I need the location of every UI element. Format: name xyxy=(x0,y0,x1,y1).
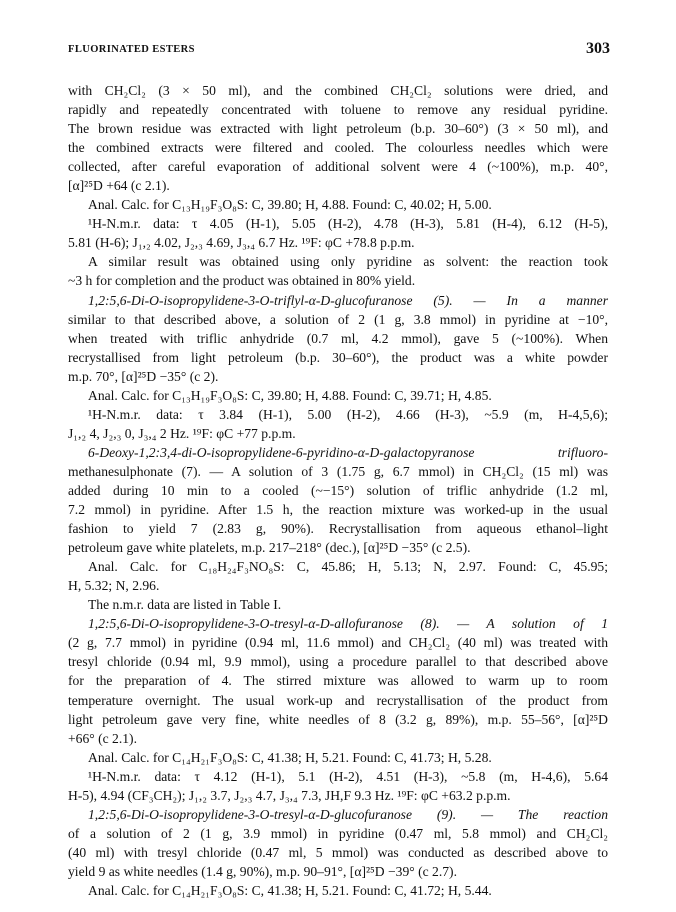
page-header xyxy=(68,40,610,60)
text-line: H, 5.32; N, 2.96. xyxy=(68,578,160,594)
text-line: fashion to yield 7 (2.83 g, 90%). Recrystallisation from aqueous ethanol–light xyxy=(68,521,608,537)
text-line: Anal. Calc. for C₁₄H₂₁F₃O₈S: C, 41.38; H, 5.21. Found: C, 41.72; H, 5.44. xyxy=(88,882,492,898)
text-line: methanesulphonate (7). — A solution of 3 (1.75 g, 6.7 mmol) in CH₂Cl₂ (15 ml) was xyxy=(68,463,608,479)
text-line: The brown residue was extracted with light petroleum (b.p. 30–60°) (3 × 50 ml), and xyxy=(68,121,608,137)
text-line: yield 9 as white needles (1.4 g, 90%), m.p. 90–91°, [α]²⁵D −39° (c 2.7). xyxy=(68,863,457,879)
analysis-paragraph xyxy=(68,557,608,595)
text-line: Anal. Calc. for C₁₃H₁₉F₃O₈S: C, 39.80; H, 4.88. Found: C, 39.71; H, 4.85. xyxy=(88,387,492,403)
compound-paragraph xyxy=(68,805,608,881)
text-line: The n.m.r. data are listed in Table I. xyxy=(88,597,282,613)
text-line: the combined extracts were filtered and cooled. The colourless needles which were xyxy=(68,140,608,156)
text-line: tresyl chloride (0.94 ml, 9.9 mmol), using a procedure parallel to that described above xyxy=(68,654,608,670)
text-line: 1,2:5,6-Di-O-isopropylidene-3-O-tresyl-α-D-allofuranose (8). — A solution of 1 xyxy=(88,616,608,632)
text-line: Anal. Calc. for C₁₈H₂₄F₃NO₈S: C, 45.86; H, 5.13; N, 2.97. Found: C, 45.95; xyxy=(88,559,608,575)
analysis-paragraph xyxy=(68,386,608,405)
page-number: 303 xyxy=(586,40,610,57)
text-line: similar to that described above, a solution of 2 (1 g, 3.8 mmol) in pyridine at −10°, xyxy=(68,311,608,327)
text-line: [α]²⁵D +64 (c 2.1). xyxy=(68,178,170,194)
text-line: when treated with triflic anhydride (0.7 ml, 4.2 mmol), gave 5 (~100%). When xyxy=(68,330,608,346)
compound-paragraph xyxy=(68,291,608,386)
text-line: petroleum gave white platelets, m.p. 217–218° (dec.), [α]²⁵D −35° (c 2.5). xyxy=(68,540,471,556)
nmr-paragraph xyxy=(68,767,608,805)
text-line: rapidly and repeatedly concentrated with toluene to remove any residual pyridine. xyxy=(68,102,608,118)
text-line: ¹H-N.m.r. data: τ 3.84 (H-1), 5.00 (H-2), 4.66 (H-3), ~5.9 (m, H-4,5,6); xyxy=(88,406,608,422)
text-line: of a solution of 2 (1 g, 3.9 mmol) in pyridine (0.47 ml, 5.8 mmol) and CH₂Cl₂ xyxy=(68,825,608,841)
text-line: A similar result was obtained using only pyridine as solvent: the reaction took xyxy=(88,254,608,270)
text-line: m.p. 70°, [α]²⁵D −35° (c 2). xyxy=(68,368,219,384)
text-line: recrystallised from light petroleum (b.p. 30–60°), the product was a white powder xyxy=(68,349,608,365)
article-body xyxy=(68,81,608,900)
text-line: (2 g, 7.7 mmol) in pyridine (0.94 ml, 11.6 mmol) and CH₂Cl₂ (40 ml) was treated with xyxy=(68,635,608,651)
text-line: +66° (c 2.1). xyxy=(68,730,137,746)
nmr-paragraph xyxy=(68,214,608,252)
text-line: Anal. Calc. for C₁₃H₁₉F₃O₈S: C, 39.80; H, 4.88. Found: C, 40.02; H, 5.00. xyxy=(88,197,492,213)
text-line: (40 ml) with tresyl chloride (0.47 ml, 5 mmol) was conducted as described above to xyxy=(68,844,608,860)
text-line: J₁,₂ 4, J₂,₃ 0, J₃,₄ 2 Hz. ¹⁹F: φC +77 p.p.m. xyxy=(68,425,296,441)
text-line: 1,2:5,6-Di-O-isopropylidene-3-O-triflyl-α-D-glucofuranose (5). — In a manner xyxy=(88,292,608,308)
text-line: added during 10 min to a cooled (~−15°) solution of triflic anhydride (1.2 ml, xyxy=(68,482,608,498)
compound-paragraph xyxy=(68,443,608,557)
text-line: 5.81 (H-6); J₁,₂ 4.02, J₂,₃ 4.69, J₃,₄ 6.7 Hz. ¹⁹F: φC +78.8 p.p.m. xyxy=(68,235,415,251)
analysis-paragraph xyxy=(68,881,608,900)
text-line: ¹H-N.m.r. data: τ 4.05 (H-1), 5.05 (H-2), 4.78 (H-3), 5.81 (H-4), 6.12 (H-5), xyxy=(88,216,608,232)
text-line: with CH₂Cl₂ (3 × 50 ml), and the combined CH₂Cl₂ solutions were dried, and xyxy=(68,83,608,98)
text-line: ¹H-N.m.r. data: τ 4.12 (H-1), 5.1 (H-2), 4.51 (H-3), ~5.8 (m, H-4,6), 5.64 xyxy=(88,768,608,784)
text-line: temperature overnight. The usual work-up and recrystallisation of the product from xyxy=(68,692,608,708)
analysis-paragraph xyxy=(68,748,608,767)
nmr-paragraph xyxy=(68,405,608,443)
running-head: FLUORINATED ESTERS xyxy=(68,44,195,55)
text-line: ~3 h for completion and the product was obtained in 80% yield. xyxy=(68,273,416,289)
text-line: light petroleum gave very fine, white needles of 8 (3.2 g, 89%), m.p. 55–56°, [α]²⁵D xyxy=(68,711,608,727)
compound-paragraph xyxy=(68,614,608,747)
text-line: 1,2:5,6-Di-O-isopropylidene-3-O-tresyl-α-D-glucofuranose (9). — The reaction xyxy=(88,806,608,822)
text-line: H-5), 4.94 (CF₃CH₂); J₁,₂ 3.7, J₂,₃ 4.7, J₃,₄ 7.3, JH,F 9.3 Hz. ¹⁹F: φC +63.2 p.p.m. xyxy=(68,787,511,803)
text-line: 6-Deoxy-1,2:3,4-di-O-isopropylidene-6-pyridino-α-D-galactopyranose trifluoro- xyxy=(88,444,608,460)
paragraph xyxy=(68,81,608,195)
paragraph xyxy=(68,252,608,290)
analysis-paragraph xyxy=(68,195,608,214)
text-line: 7.2 mmol) in pyridine. After 1.5 h, the reaction mixture was worked-up in the usual xyxy=(68,502,608,518)
text-line: for the preparation of 4. The stirred mixture was allowed to warm up to room xyxy=(68,673,608,689)
paragraph xyxy=(68,595,608,614)
text-line: collected, after careful evaporation of additional solvent were 4 (~100%), m.p. 40°, xyxy=(68,159,608,175)
text-line: Anal. Calc. for C₁₄H₂₁F₃O₈S: C, 41.38; H, 5.21. Found: C, 41.73; H, 5.28. xyxy=(88,749,492,765)
